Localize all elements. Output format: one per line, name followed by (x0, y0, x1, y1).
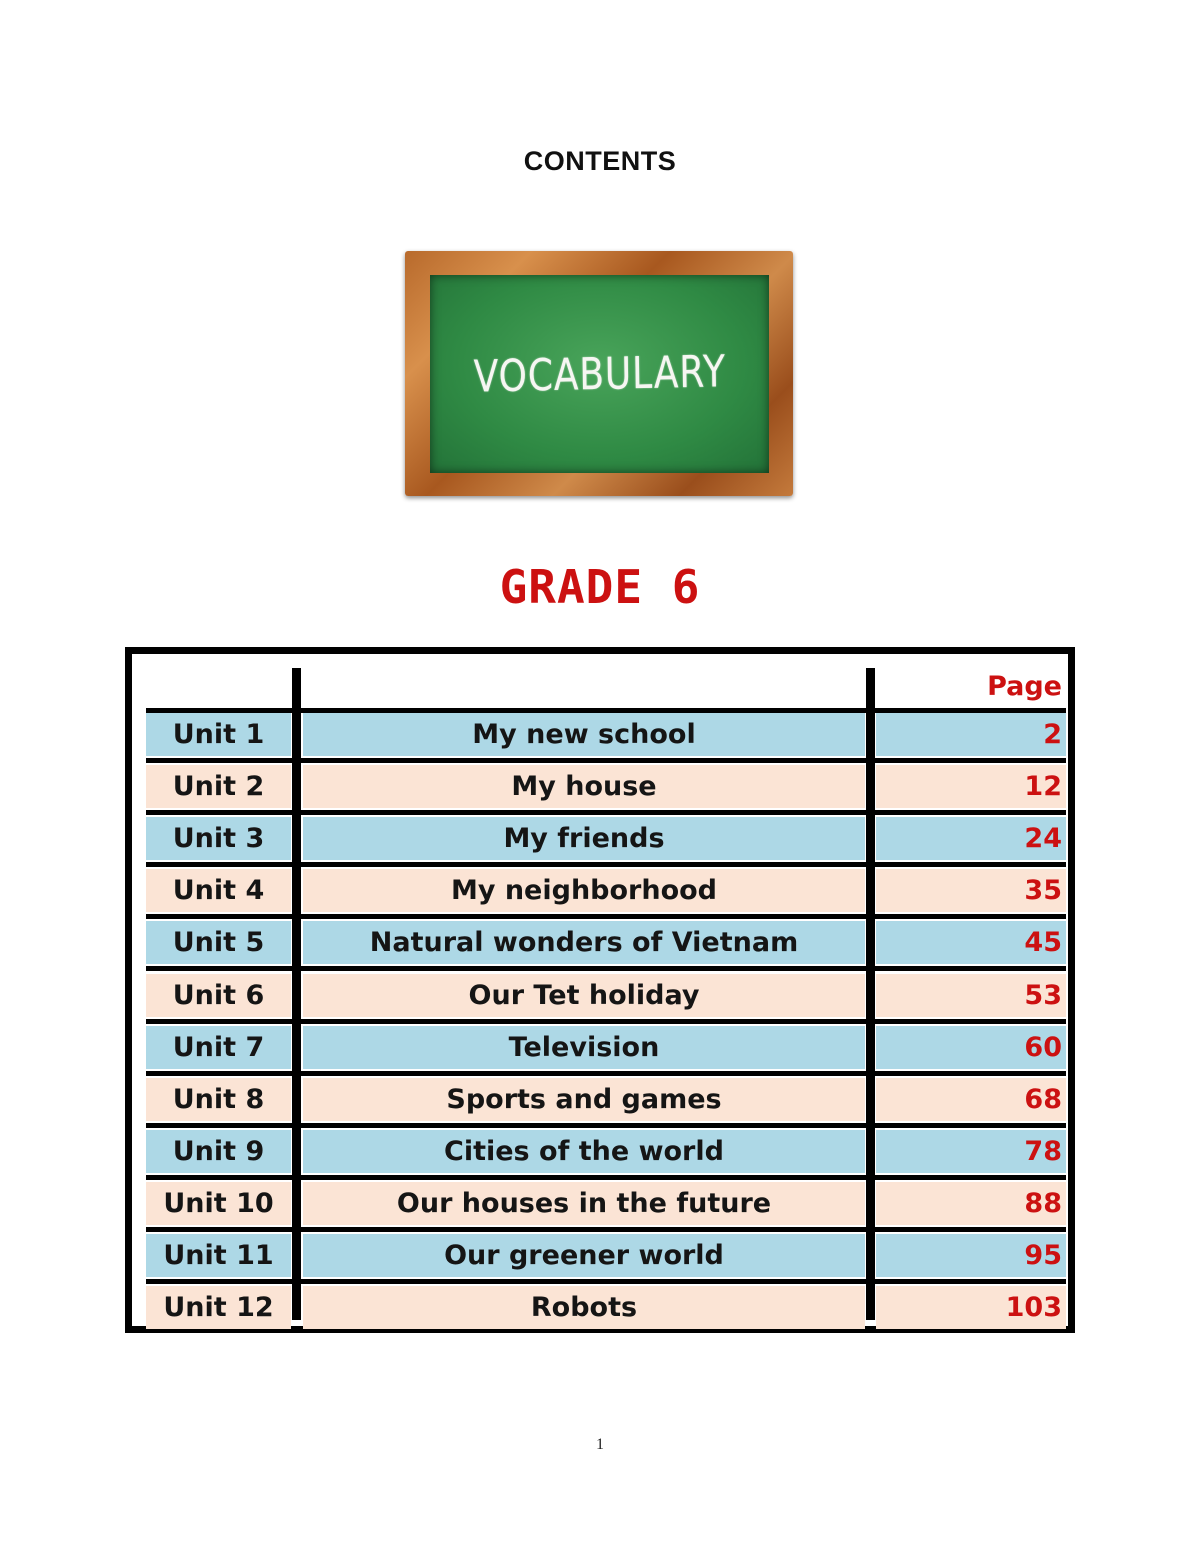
column-divider (866, 668, 875, 1320)
chalkboard-surface (430, 275, 769, 473)
header-cell-title (303, 665, 865, 708)
toc-page-cell: 78 (876, 1130, 1066, 1173)
grade-title: GRADE 6 (499, 560, 701, 614)
toc-unit-cell: Unit 6 (146, 974, 291, 1017)
toc-title-cell: My neighborhood (303, 869, 865, 912)
toc-unit-cell: Unit 3 (146, 817, 291, 860)
row-rule (146, 966, 1066, 971)
contents-table-grid (132, 654, 1068, 1326)
chalkboard-word: VOCABULARY (473, 345, 726, 403)
contents-heading: CONTENTS (523, 146, 677, 176)
row-rule (146, 1123, 1066, 1128)
toc-unit-cell: Unit 8 (146, 1078, 291, 1121)
row-rule (146, 1279, 1066, 1284)
toc-page-cell: 60 (876, 1026, 1066, 1069)
header-cell-unit (146, 665, 291, 708)
row-rule (146, 1175, 1066, 1180)
toc-page-cell: 35 (876, 869, 1066, 912)
toc-page-cell: 88 (876, 1182, 1066, 1225)
toc-title-cell: Our Tet holiday (303, 974, 865, 1017)
row-rule (146, 1019, 1066, 1024)
row-rule (146, 1227, 1066, 1232)
toc-page-cell: 95 (876, 1234, 1066, 1277)
toc-unit-cell: Unit 9 (146, 1130, 291, 1173)
toc-unit-cell: Unit 12 (146, 1286, 291, 1329)
column-divider (292, 668, 301, 1320)
toc-title-cell: Natural wonders of Vietnam (303, 921, 865, 964)
row-rule (146, 810, 1066, 815)
toc-page-cell: 103 (876, 1286, 1066, 1329)
toc-unit-cell: Unit 2 (146, 765, 291, 808)
row-rule (146, 914, 1066, 919)
toc-unit-cell: Unit 10 (146, 1182, 291, 1225)
toc-page-cell: 68 (876, 1078, 1066, 1121)
toc-unit-cell: Unit 4 (146, 869, 291, 912)
toc-title-cell: My new school (303, 713, 865, 756)
toc-title-cell: Our greener world (303, 1234, 865, 1277)
toc-page-cell: 45 (876, 921, 1066, 964)
row-rule (146, 758, 1066, 763)
toc-unit-cell: Unit 7 (146, 1026, 291, 1069)
header-cell-page: Page (987, 671, 1062, 702)
toc-page-cell: 53 (876, 974, 1066, 1017)
toc-title-cell: Robots (303, 1286, 865, 1329)
toc-page-cell: 2 (876, 713, 1066, 756)
row-rule (146, 1071, 1066, 1076)
toc-title-cell: My friends (303, 817, 865, 860)
page-number: 1 (596, 1436, 604, 1453)
toc-page-cell: 24 (876, 817, 1066, 860)
toc-title-cell: Sports and games (303, 1078, 865, 1121)
row-rule (146, 862, 1066, 867)
toc-unit-cell: Unit 1 (146, 713, 291, 756)
toc-title-cell: My house (303, 765, 865, 808)
toc-unit-cell: Unit 11 (146, 1234, 291, 1277)
toc-title-cell: Our houses in the future (303, 1182, 865, 1225)
toc-unit-cell: Unit 5 (146, 921, 291, 964)
contents-table (125, 647, 1075, 1333)
toc-title-cell: Television (303, 1026, 865, 1069)
toc-page-cell: 12 (876, 765, 1066, 808)
toc-title-cell: Cities of the world (303, 1130, 865, 1173)
vocabulary-chalkboard-image (405, 251, 793, 496)
